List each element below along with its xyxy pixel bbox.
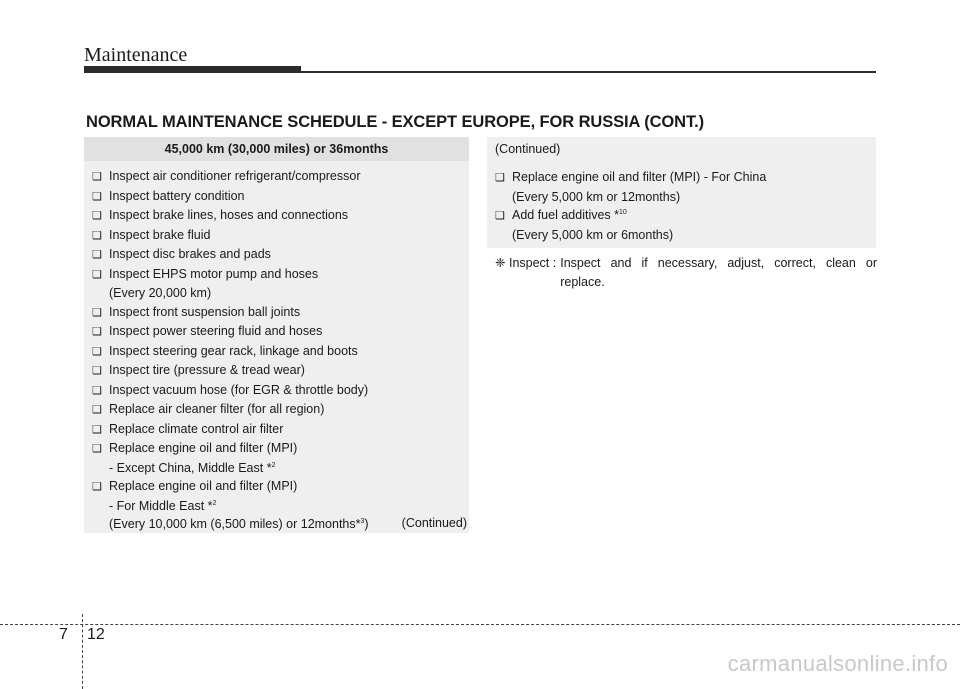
schedule-item xyxy=(495,206,876,226)
page-number: 12 xyxy=(87,626,105,643)
checkbox-icon: ❑ xyxy=(92,423,102,436)
checkbox-icon: ❑ xyxy=(92,365,102,377)
schedule-item xyxy=(92,342,469,362)
schedule-item xyxy=(495,226,876,245)
schedule-item-text: Replace engine oil and filter (MPI) - For China xyxy=(512,170,767,184)
continued-label: (Continued) xyxy=(401,516,467,530)
schedule-panel-title: 45,000 km (30,000 miles) or 36months xyxy=(84,137,469,161)
checkbox-icon: ❑ xyxy=(92,443,102,455)
schedule-item xyxy=(92,187,469,207)
checkbox-icon: ❑ xyxy=(495,210,505,222)
schedule-item-text: Inspect steering gear rack, linkage and boots xyxy=(109,343,358,358)
schedule-item xyxy=(92,226,469,246)
checkbox-icon: ❑ xyxy=(92,384,102,397)
page-heading: NORMAL MAINTENANCE SCHEDULE - EXCEPT EUROPE, FOR RUSSIA (CONT.) xyxy=(86,113,704,131)
section-label: Maintenance xyxy=(84,44,188,66)
schedule-panel-continued xyxy=(487,137,876,248)
header-rule-thin xyxy=(301,71,876,73)
schedule-item-text: Inspect tire (pressure & tread wear) xyxy=(109,363,305,377)
note-symbol-icon: ❈ xyxy=(495,256,506,270)
footnote-ref: 10 xyxy=(619,209,627,216)
schedule-item-text: Replace climate control air filter xyxy=(109,421,284,436)
checkbox-icon: ❑ xyxy=(92,229,102,242)
schedule-item-text: Inspect brake fluid xyxy=(109,227,211,242)
schedule-item xyxy=(92,322,469,342)
chapter-number: 7 xyxy=(59,626,68,643)
schedule-item xyxy=(92,303,469,323)
schedule-item xyxy=(92,497,469,516)
schedule-item-text: - Except China, Middle East * xyxy=(109,460,272,475)
schedule-item-text: Replace engine oil and filter (MPI) xyxy=(109,479,298,493)
schedule-item-text: (Every 10,000 km (6,500 miles) or 12months* xyxy=(109,517,361,531)
watermark: carmanualsonline.info xyxy=(727,651,948,676)
schedule-item-list-continued xyxy=(487,158,876,244)
checkbox-icon: ❑ xyxy=(92,190,102,203)
schedule-item xyxy=(92,284,469,303)
schedule-item xyxy=(92,381,469,401)
schedule-item xyxy=(92,459,469,478)
note-term-group xyxy=(495,254,560,291)
schedule-item xyxy=(92,265,469,285)
schedule-item-text: Inspect air conditioner refrigerant/compressor xyxy=(109,169,361,183)
schedule-item-text: Inspect brake lines, hoses and connections xyxy=(109,208,349,222)
schedule-item xyxy=(92,400,469,420)
checkbox-icon: ❑ xyxy=(92,306,102,319)
schedule-item-text: Add fuel additives * xyxy=(512,208,620,222)
inspect-note xyxy=(495,254,877,291)
continued-label-top: (Continued) xyxy=(495,142,561,156)
schedule-item-text: Inspect front suspension ball joints xyxy=(109,304,301,319)
schedule-item xyxy=(495,168,876,188)
checkbox-icon: ❑ xyxy=(92,210,102,222)
schedule-item-text: Inspect battery condition xyxy=(109,188,245,203)
schedule-item xyxy=(92,206,469,226)
schedule-item xyxy=(92,167,469,187)
schedule-item xyxy=(92,245,469,265)
checkbox-icon: ❑ xyxy=(92,345,102,358)
footnote-ref: 2 xyxy=(271,461,276,469)
checkbox-icon: ❑ xyxy=(92,326,102,338)
schedule-item-text: Inspect vacuum hose (for EGR & throttle body) xyxy=(109,382,369,397)
checkbox-icon: ❑ xyxy=(92,481,102,493)
schedule-item xyxy=(92,477,469,497)
schedule-item-text: (Every 5,000 km or 12months) xyxy=(512,189,681,204)
schedule-item-text: Replace engine oil and filter (MPI) xyxy=(109,441,298,455)
schedule-item-text: Inspect disc brakes and pads xyxy=(109,247,271,261)
checkbox-icon: ❑ xyxy=(92,171,102,183)
schedule-item-list xyxy=(84,161,469,534)
schedule-item-text: Replace air cleaner filter (for all region) xyxy=(109,402,325,416)
checkbox-icon: ❑ xyxy=(495,172,505,184)
checkbox-icon: ❑ xyxy=(92,268,102,281)
checkbox-icon: ❑ xyxy=(92,249,102,261)
schedule-item-text-suffix: ) xyxy=(364,517,369,531)
schedule-item xyxy=(92,420,469,440)
schedule-item-text: - For Middle East * xyxy=(109,498,213,513)
footer-dashed-divider xyxy=(82,614,83,689)
footnote-ref: 2 xyxy=(212,499,217,507)
schedule-panel-45000 xyxy=(84,137,469,533)
schedule-item-text: Inspect power steering fluid and hoses xyxy=(109,324,323,338)
note-text: Inspect and if necessary, adjust, correct, clean or replace. xyxy=(560,256,877,289)
schedule-item-text: (Every 20,000 km) xyxy=(109,286,212,300)
schedule-item xyxy=(92,439,469,459)
schedule-item xyxy=(495,188,876,207)
footer-dashed-rule xyxy=(0,624,960,625)
schedule-item-text: Inspect EHPS motor pump and hoses xyxy=(109,266,319,281)
schedule-item xyxy=(92,361,469,381)
schedule-item-text: (Every 5,000 km or 6months) xyxy=(512,227,674,242)
note-term: Inspect : xyxy=(508,256,557,270)
checkbox-icon: ❑ xyxy=(92,404,102,416)
footnote-ref: 3 xyxy=(360,518,365,525)
header-rule-thick xyxy=(84,66,301,73)
